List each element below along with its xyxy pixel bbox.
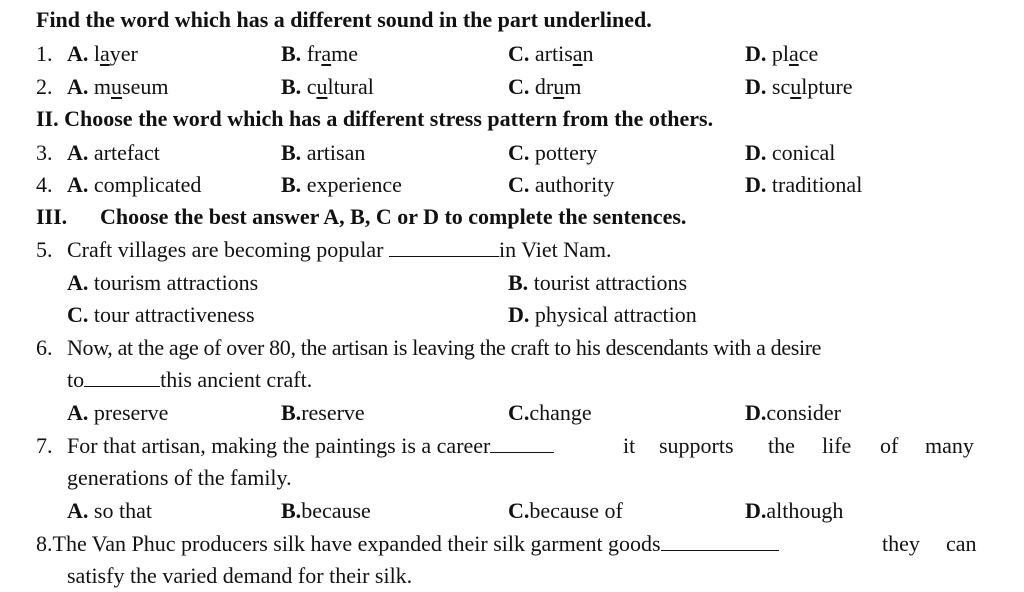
option-a: A. artefact <box>67 140 160 165</box>
option-b: B.reserve <box>281 400 365 425</box>
section-1-title: Find the word which has a different sound in the part underlined. <box>36 7 652 32</box>
word: can <box>946 531 977 556</box>
option-d: D. conical <box>745 140 836 165</box>
question-number: 1. <box>36 41 53 66</box>
option-a: A. museum <box>67 74 169 99</box>
option-a: A. tourism attractions <box>67 270 259 295</box>
section-2-title: II. Choose the word which has a different stress pattern from the others. <box>36 106 714 131</box>
question-number: 4. <box>36 172 53 197</box>
word: many <box>925 433 974 458</box>
option-d: D. place <box>745 41 819 66</box>
question-number: 5. <box>36 237 53 262</box>
option-c: C. pottery <box>508 140 598 165</box>
question-number: 6. <box>36 335 53 360</box>
word: life <box>822 433 852 458</box>
word: the <box>768 433 795 458</box>
option-c: C. authority <box>508 172 615 197</box>
option-d: D. physical attraction <box>508 302 697 327</box>
answer-blank[interactable] <box>389 236 499 257</box>
option-b: B. frame <box>281 41 358 66</box>
option-c: C.because of <box>508 498 623 523</box>
word: supports <box>659 433 734 458</box>
option-d: D. sculpture <box>745 74 853 99</box>
option-d: D. traditional <box>745 172 863 197</box>
section-3-number: III. <box>36 204 68 229</box>
option-b: B. cultural <box>281 74 374 99</box>
word: of <box>880 433 899 458</box>
question-text-line-2: to this ancient craft. <box>67 367 313 392</box>
question-text-line-1: Now, at the age of over 80, the artisan is leaving the craft to his descendants with a desire <box>67 335 822 360</box>
question-number: 3. <box>36 140 53 165</box>
answer-blank[interactable] <box>490 432 554 453</box>
option-d: D.consider <box>745 400 841 425</box>
option-d: D.although <box>745 498 844 523</box>
question-text-line-2: satisfy the varied demand for their silk. <box>67 563 413 588</box>
question-number: 7. <box>36 433 53 458</box>
question-text-line-2: generations of the family. <box>67 465 292 490</box>
answer-blank[interactable] <box>661 530 779 551</box>
option-c: C. drum <box>508 74 582 99</box>
option-a: A. layer <box>67 41 138 66</box>
option-c: C.change <box>508 400 592 425</box>
word: it <box>623 433 636 458</box>
option-a: A. so that <box>67 498 152 523</box>
option-a: A. complicated <box>67 172 202 197</box>
question-text: For that artisan, making the paintings is a career <box>67 430 554 462</box>
option-b: B.because <box>281 498 371 523</box>
answer-blank[interactable] <box>84 366 160 387</box>
question-text: Craft villages are becoming popular in Viet Nam. <box>67 237 612 262</box>
option-b: B. artisan <box>281 140 366 165</box>
option-c: C. artisan <box>508 41 594 66</box>
option-c: C. tour attractiveness <box>67 302 255 327</box>
option-b: B. experience <box>281 172 402 197</box>
question-text: 8.The Van Phuc producers silk have expanded their silk garment goods <box>36 528 779 560</box>
option-b: B. tourist attractions <box>508 270 688 295</box>
word: they <box>882 531 920 556</box>
section-3-heading: Choose the best answer A, B, C or D to complete the sentences. <box>100 204 687 229</box>
option-a: A. preserve <box>67 400 169 425</box>
question-number: 2. <box>36 74 53 99</box>
